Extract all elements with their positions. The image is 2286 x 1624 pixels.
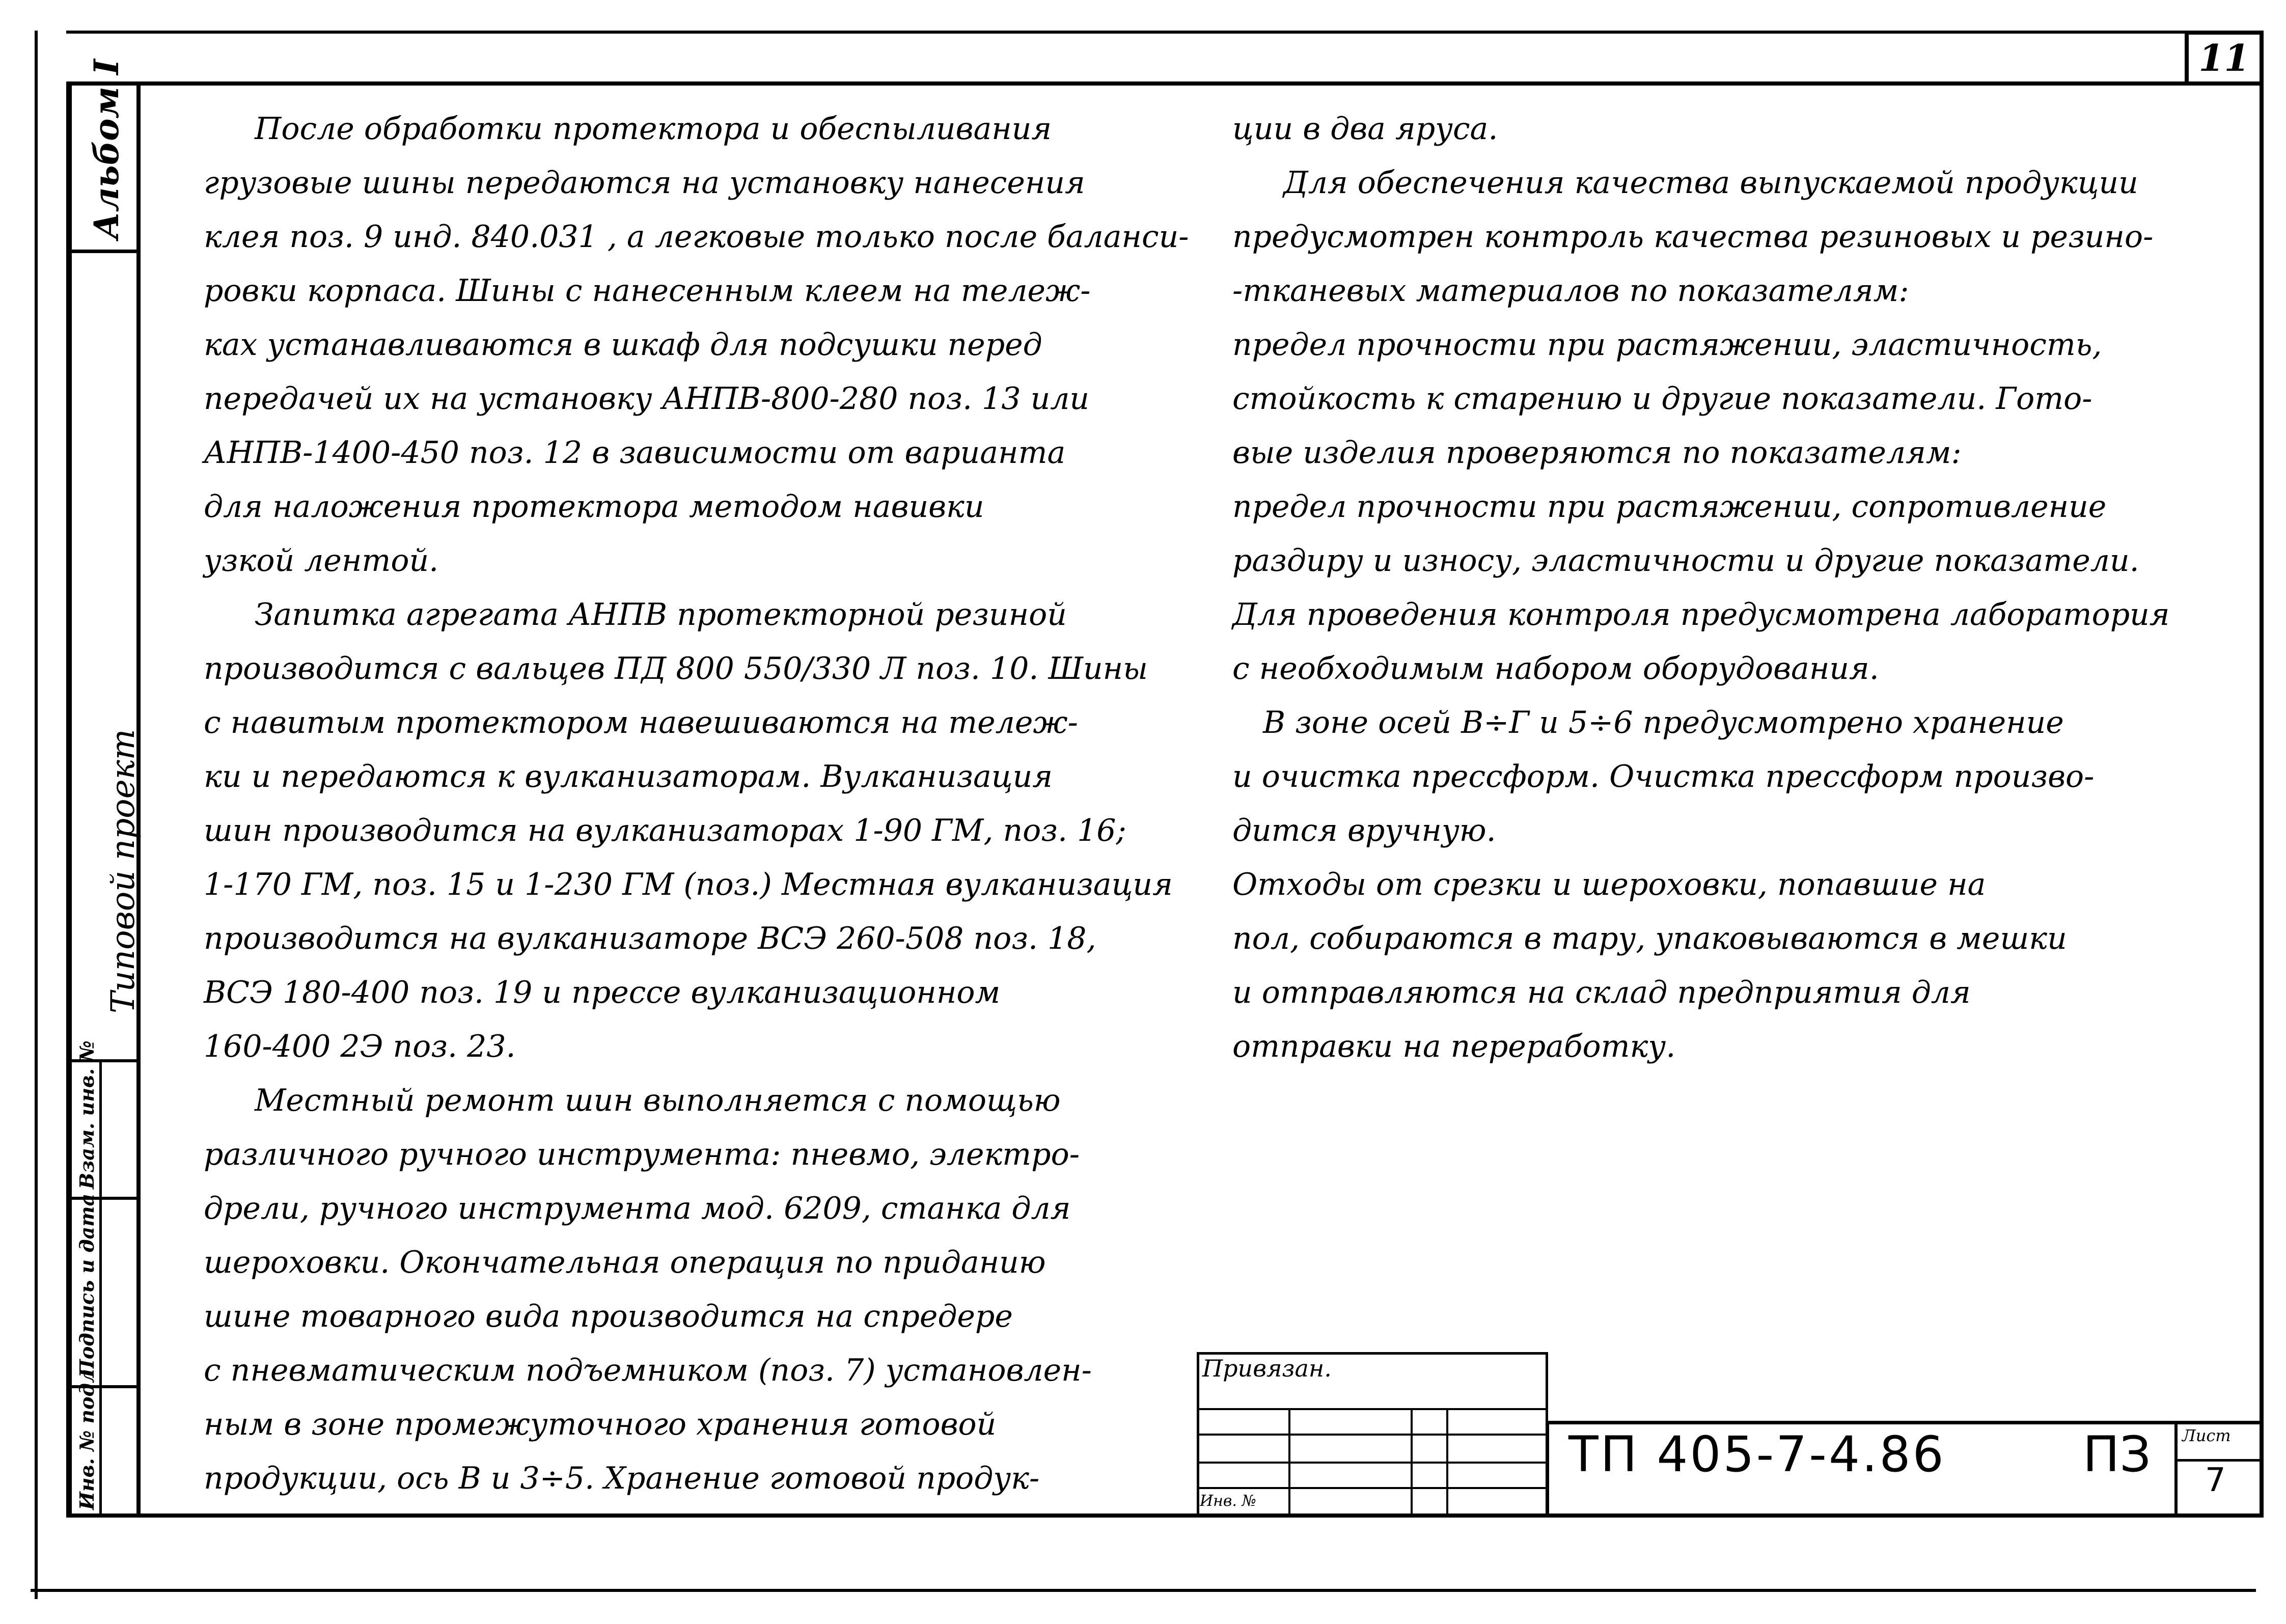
text-line: После обработки протектора и обеспыливания <box>255 111 1052 147</box>
text-line: АНПВ-1400-450 поз. 12 в зависимости от варианта <box>204 435 1066 471</box>
text-line: с необходимым набором оборудования. <box>1232 651 1879 686</box>
stamp-inner-vertical <box>99 1059 102 1518</box>
stamp-vzam-inv: Взам. инв. № <box>75 1040 98 1189</box>
text-line: и отправляются на склад предприятия для <box>1232 975 1971 1010</box>
text-line: с навитым протектором навешиваются на тележ- <box>204 705 1078 740</box>
album-label: Альбом I <box>87 59 126 239</box>
text-line: Отходы от срезки и шероховки, попавшие на <box>1232 867 1986 902</box>
text-line: шероховки. Окончательная операция по приданию <box>204 1245 1046 1280</box>
text-line: продукции, ось В и 3÷5. Хранение готовой продук- <box>204 1461 1040 1496</box>
stamp-inv-podl: Инв. № подл. <box>75 1362 98 1510</box>
stamp-col-3 <box>1446 1408 1448 1518</box>
text-line: дится вручную. <box>1232 813 1496 848</box>
sheet-number: 11 <box>2198 36 2250 79</box>
text-line: клея поз. 9 инд. 840.031 , а легковые только после баланси- <box>204 219 1189 255</box>
text-line: ровки корпаса. Шины с нанесенным клеем на тележ- <box>204 273 1091 309</box>
sidebar-left-edge <box>69 81 72 1518</box>
text-line: раздиру и износу, эластичности и другие показатели. <box>1232 543 2139 579</box>
text-line: узкой лентой. <box>204 543 439 579</box>
text-line: различного ручного инструмента: пневмо, электро- <box>204 1137 1080 1172</box>
sheet-number-box <box>2185 31 2264 86</box>
text-line: -тканевых материалов по показателям: <box>1232 273 1909 309</box>
bottom-edge-line <box>31 1589 2256 1592</box>
inv-no-label: Инв. № <box>1200 1492 1256 1510</box>
sheet-label: Лист <box>2182 1426 2231 1445</box>
project-type-label: Типовой проект <box>104 729 142 1013</box>
text-line: передачей их на установку АНПВ-800-280 поз. 13 или <box>204 381 1090 417</box>
left-text-column <box>204 102 1189 1505</box>
text-line: 160-400 2Э поз. 23. <box>204 1029 516 1064</box>
stamp-col-2 <box>1411 1408 1413 1518</box>
stamp-row-1 <box>1197 1408 1548 1410</box>
text-line: Запитка агрегата АНПВ протекторной резиной <box>255 597 1067 632</box>
text-line: ным в зоне промежуточного хранения готовой <box>204 1407 997 1442</box>
text-line: предел прочности при растяжении, сопротивление <box>1232 489 2107 525</box>
stamp-col-1 <box>1288 1408 1290 1518</box>
text-line: ВСЭ 180-400 поз. 19 и прессе вулканизационном <box>204 975 1001 1010</box>
sidebar-split-top <box>66 250 141 253</box>
text-line: производится на вулканизаторе ВСЭ 260-508 поз. 18, <box>204 921 1096 956</box>
text-line: для наложения протектора методом навивки <box>204 489 984 525</box>
text-line: ции в два яруса. <box>1232 111 1498 147</box>
text-line: Для проведения контроля предусмотрена лаборатория <box>1232 597 2170 632</box>
text-line: предусмотрен контроль качества резиновых и резино- <box>1232 219 2154 255</box>
text-line: Местный ремонт шин выполняется с помощью <box>255 1083 1061 1118</box>
text-line: стойкость к старению и другие показатели. Гото- <box>1232 381 2092 417</box>
stamp-row-4 <box>1197 1487 1548 1489</box>
document-designation: ТП 405-7-4.86 <box>1568 1426 1946 1483</box>
text-line: ках устанавливаются в шкаф для подсушки перед <box>204 327 1042 363</box>
text-line: предел прочности при растяжении, эластичность, <box>1232 327 2102 363</box>
text-line: ки и передаются к вулканизаторам. Вулканизация <box>204 759 1053 794</box>
text-line: Для обеспечения качества выпускаемой продукции <box>1283 165 2138 201</box>
text-line: отправки на переработку. <box>1232 1029 1676 1064</box>
text-line: с пневматическим подъемником (поз. 7) установлен- <box>204 1353 1092 1388</box>
left-edge-line <box>35 31 38 1599</box>
text-line: пол, собираются в тару, упаковываются в мешки <box>1232 921 2067 956</box>
text-line: грузовые шины передаются на установку нанесения <box>204 165 1085 201</box>
text-line: шине товарного вида производится на спредере <box>204 1299 1013 1334</box>
text-line: шин производится на вулканизаторах 1-90 ГМ, поз. 16; <box>204 813 1126 848</box>
stamp-signature-date: Подпись и дата <box>75 1193 98 1378</box>
text-line: 1-170 ГМ, поз. 15 и 1-230 ГМ (поз.) Местная вулканизация <box>204 867 1173 902</box>
top-edge-line <box>66 31 2185 34</box>
text-line: дрели, ручного инструмента мод. 6209, станка для <box>204 1191 1071 1226</box>
text-line: производится с вальцев ПД 800 550/330 Л поз. 10. Шины <box>204 651 1148 686</box>
text-line: В зоне осей В÷Г и 5÷6 предусмотрено хранение <box>1263 705 2064 740</box>
stamp-row-3 <box>1197 1462 1548 1464</box>
text-line: вые изделия проверяются по показателям: <box>1232 435 1962 471</box>
text-line: и очистка прессформ. Очистка прессформ произво- <box>1232 759 2095 794</box>
right-text-column <box>1232 102 2210 1074</box>
stamp-row-2 <box>1197 1434 1548 1436</box>
privyazan-label: Привязан. <box>1202 1355 1332 1382</box>
sheet-value: 7 <box>2205 1462 2226 1499</box>
document-code: ПЗ <box>2083 1426 2151 1483</box>
title-divider <box>2174 1421 2178 1518</box>
